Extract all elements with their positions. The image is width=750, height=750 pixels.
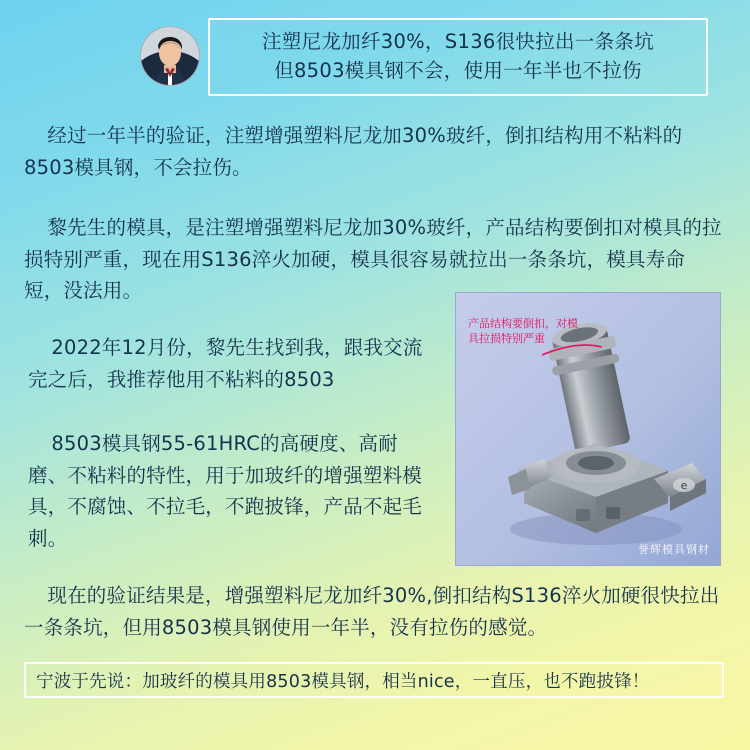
header bbox=[140, 18, 720, 90]
person-avatar-icon bbox=[141, 27, 199, 85]
product-watermark: 誉辉模具钢材 bbox=[638, 543, 710, 556]
header-line-2: 但8503模具钢不会，使用一年半也不拉伤 bbox=[274, 59, 642, 83]
header-title-box bbox=[208, 18, 708, 96]
product-annotation: 产品结构要倒扣，对模具拉损特别严重 bbox=[468, 317, 578, 345]
paragraph-1: 经过一年半的验证，注塑增强塑料尼龙加30%玻纤，倒扣结构用不粘料的8503模具钢，不会拉伤。 bbox=[24, 124, 683, 179]
paragraph-2: 黎先生的模具，是注塑增强塑料尼龙加30%玻纤，产品结构要倒扣对模具的拉损特别严重，现在用S136淬火加硬，模具很容易就拉出一条条坑，模具寿命短，没法用。 bbox=[24, 216, 722, 303]
paragraph-3: 2022年12月份，黎先生找到我，跟我交流完之后，我推荐他用不粘料的8503 bbox=[28, 336, 423, 391]
footer-bar bbox=[24, 662, 724, 698]
svg-text:e: e bbox=[680, 479, 688, 492]
avatar bbox=[140, 26, 200, 86]
paragraph-4: 8503模具钢55-61HRC的高硬度、高耐磨、不粘料的特性，用于加玻纤的增强塑料模具，不腐蚀、不拉毛，不跑披锋，产品不起毛刺。 bbox=[28, 432, 423, 550]
product-image bbox=[455, 292, 721, 566]
footer-text: 宁波于先说：加玻纤的模具用8503模具钢，相当nice，一直压，也不跑披锋！ bbox=[36, 671, 650, 692]
header-line-1: 注塑尼龙加纤30%，S136很快拉出一条条坑 bbox=[261, 30, 655, 53]
paragraph-5: 现在的验证结果是，增强塑料尼龙加纤30%,倒扣结构S136淬火加硬很快拉出一条条坑，但用8503模具钢使用一年半，没有拉伤的感觉。 bbox=[24, 584, 720, 639]
